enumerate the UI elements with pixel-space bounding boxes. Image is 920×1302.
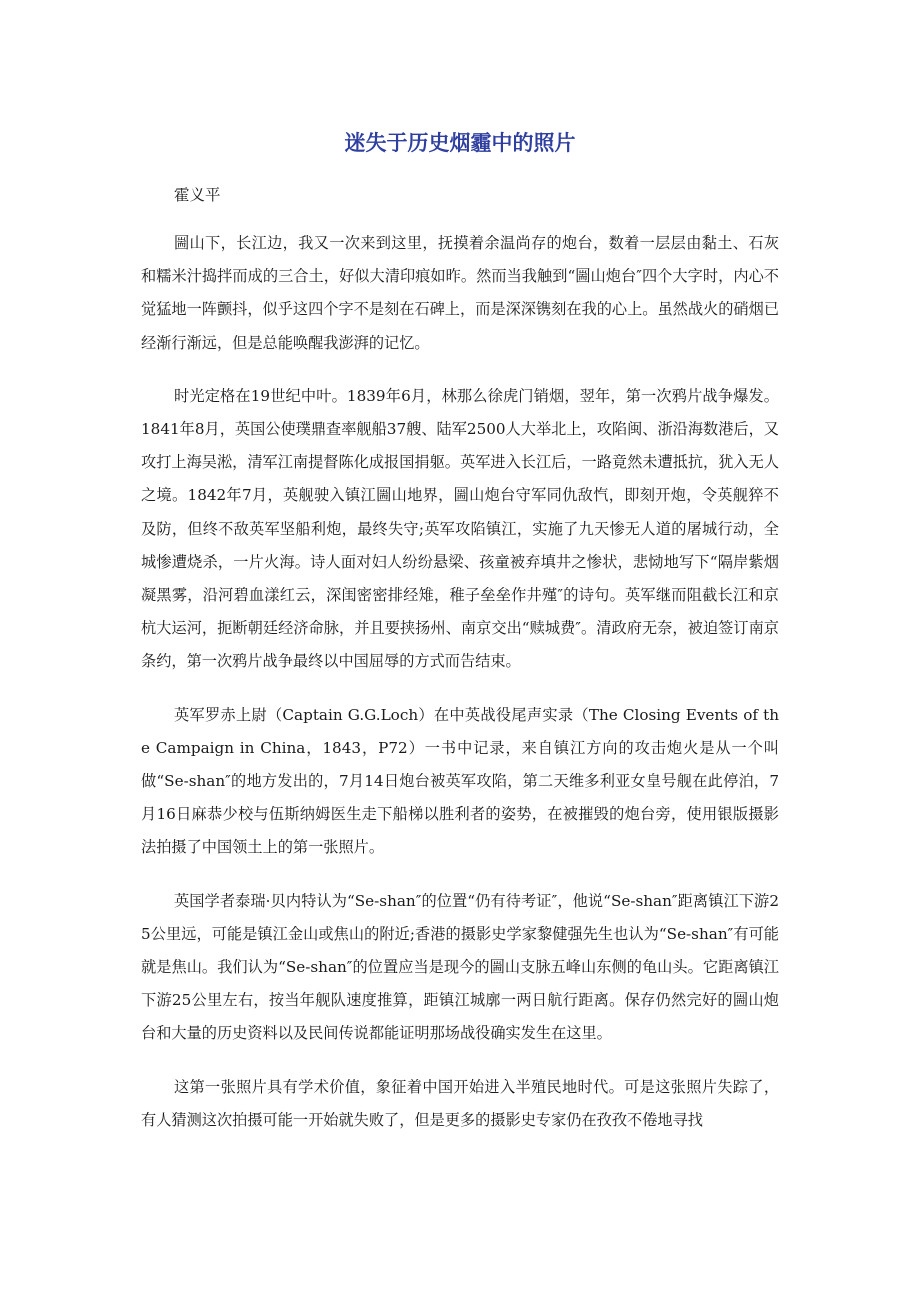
page-title: 迷失于历史烟霾中的照片 bbox=[344, 131, 576, 155]
paragraph-2: 时光定格在19世纪中叶。1839年6月，林那么徐虎门销烟，翌年，第一次鸦片战争爆发。1841年8月，英国公使璞鼎查率舰船37艘、陆军2500人大举北上，攻陷闽、浙沿海数港后，又攻打上海吴淞，清军江南提督陈化成报国捐躯。英军进入长江后，一路竟然未遭抵抗，犹入无人之境。1842年7月，英舰驶入镇江圌山地界，圌山炮台守军同仇敌忾，即刻开炮，令英舰猝不及防，但终不敌英军坚船利炮，最终失守;英军攻陷镇江，实施了九天惨无人道的屠城行动，全城惨遭烧杀，一片火海。诗人面对妇人纷纷悬梁、孩童被弃填井之惨状，悲恸地写下“隔岸紫烟凝黑雾，沿河碧血漾红云，深闺密密排经雉，稚子垒垒作井殣″的诗句。英军继而阻截长江和京杭大运河，扼断朝廷经济命脉，并且要挟扬州、南京交出“赎城费″。清政府无奈，被迫签订南京条约，第一次鸦片战争最终以中国屈辱的方式而告结束。 bbox=[141, 386, 779, 671]
paragraph-5: 这第一张照片具有学术价值，象征着中国开始进入半殖民地时代。可是这张照片失踪了，有人猜测这次拍摄可能一开始就失败了，但是更多的摄影史专家仍在孜孜不倦地寻找 bbox=[141, 1077, 779, 1129]
author-name: 霍义平 bbox=[174, 186, 221, 204]
article-body bbox=[141, 227, 779, 1157]
paragraph-3: 英军罗赤上尉（Captain G.G.Loch）在中英战役尾声实录（The Closing Events of the Campaign in China，1843，P72）一书中记录，来自镇江方向的攻击炮火是从一个叫做“Se-shan″的地方发出的，7月14日炮台被英军攻陷，第二天维多利亚女皇号舰在此停泊，7月16日麻恭少校与伍斯纳姆医生走下船梯以胜利者的姿势，在被摧毁的炮台旁，使用银版摄影法拍摄了中国领土上的第一张照片。 bbox=[141, 705, 779, 857]
paragraph-1: 圌山下，长江边，我又一次来到这里，抚摸着余温尚存的炮台，数着一层层由黏土、石灰和糯米汁捣拌而成的三合土，好似大清印痕如昨。然而当我触到“圌山炮台″四个大字时，内心不觉猛地一阵颤抖，似乎这四个字不是刻在石碑上，而是深深镌刻在我的心上。虽然战火的硝烟已经渐行渐远，但是总能唤醒我澎湃的记忆。 bbox=[141, 234, 779, 352]
paragraph-4: 英国学者泰瑞·贝内特认为“Se-shan″的位置“仍有待考证″，他说“Se-shan″距离镇江下游25公里远，可能是镇江金山或焦山的附近;香港的摄影史学家黎健强先生也认为“Se-shan″有可能就是焦山。我们认为“Se-shan″的位置应当是现今的圌山支脉五峰山东侧的龟山头。它距离镇江下游25公里左右，按当年舰队速度推算，距镇江城廓一两日航行距离。保存仍然完好的圌山炮台和大量的历史资料以及民间传说都能证明那场战役确实发生在这里。 bbox=[141, 891, 779, 1043]
